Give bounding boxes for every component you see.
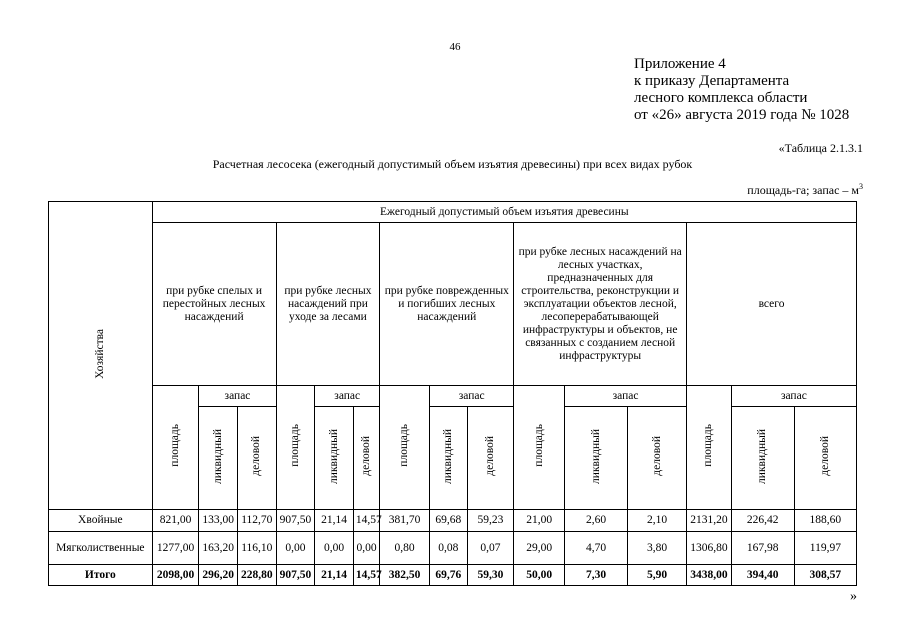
col-area: площадь (702, 424, 715, 467)
table-cell: 119,97 (794, 532, 856, 565)
table-cell: 21,00 (514, 510, 565, 532)
liquid-header-cell (315, 407, 354, 510)
table-cell: 112,70 (237, 510, 276, 532)
table-cell: 381,70 (380, 510, 430, 532)
header-main: Ежегодный допустимый объем изъятия древесины (152, 202, 856, 223)
business-header-cell (628, 407, 687, 510)
col-stock: запас (565, 386, 687, 407)
header-farms: Хозяйства (93, 328, 106, 379)
closing-quote: » (850, 589, 857, 604)
row-name: Хвойные (49, 510, 153, 532)
table-cell: 116,10 (237, 532, 276, 565)
area-header-cell (380, 386, 430, 510)
table-cell: 21,14 (315, 510, 354, 532)
table-cell: 14,57 (353, 510, 379, 532)
table-cell: 50,00 (514, 565, 565, 586)
table-cell: 907,50 (276, 565, 315, 586)
col-liquid: ликвидный (327, 428, 340, 484)
col-business: деловой (818, 436, 831, 476)
table-cell: 3,80 (628, 532, 687, 565)
area-header-cell (514, 386, 565, 510)
area-header-cell (152, 386, 199, 510)
appendix-header (634, 56, 849, 124)
table-cell: 228,80 (237, 565, 276, 586)
table-caption: Расчетная лесосека (ежегодный допустимый объем изъятия древесины) при всех видах рубок (212, 157, 693, 171)
header-farms-cell (49, 202, 153, 510)
appendix-line: к приказу Департамента (634, 73, 790, 89)
table-cell: 907,50 (276, 510, 315, 532)
table-cell: 1306,80 (687, 532, 732, 565)
col-stock: запас (199, 386, 276, 407)
group-header-mature: при рубке спелых и перестойных лесных насаждений (152, 223, 276, 386)
table-cell: 0,07 (467, 532, 514, 565)
table-cell: 59,23 (467, 510, 514, 532)
table-cell: 69,68 (430, 510, 468, 532)
row-name: Мягколиственные (49, 532, 153, 565)
table-cell: 1277,00 (152, 532, 199, 565)
table-cell: 394,40 (731, 565, 794, 586)
table-cell: 59,30 (467, 565, 514, 586)
business-header-cell (794, 407, 856, 510)
col-business: деловой (360, 436, 373, 476)
col-stock: запас (315, 386, 380, 407)
table-cell: 188,60 (794, 510, 856, 532)
units-text: площадь-га; запас – м (747, 183, 859, 197)
table-cell: 133,00 (199, 510, 238, 532)
table-cell: 2098,00 (152, 565, 199, 586)
table-cell: 2,10 (628, 510, 687, 532)
col-liquid: ликвидный (441, 428, 454, 484)
table-cell: 0,00 (276, 532, 315, 565)
group-header-thinning: при рубке лесных насаждений при уходе за лесами (276, 223, 380, 386)
col-business: деловой (650, 436, 663, 476)
business-header-cell (237, 407, 276, 510)
table-cell: 21,14 (315, 565, 354, 586)
business-header-cell (467, 407, 514, 510)
table-cell: 2,60 (565, 510, 628, 532)
col-stock: запас (731, 386, 856, 407)
table-cell: 0,08 (430, 532, 468, 565)
table-row (49, 532, 857, 565)
area-header-cell (687, 386, 732, 510)
appendix-line: лесного комплекса области (634, 90, 808, 106)
col-area: площадь (169, 424, 181, 467)
col-business: деловой (250, 436, 263, 476)
table-label: «Таблица 2.1.3.1 (778, 141, 863, 155)
table-row (49, 565, 857, 586)
group-header-damaged: при рубке поврежденных и погибших лесных насаждений (380, 223, 514, 386)
col-liquid: ликвидный (589, 428, 602, 484)
table-row (49, 510, 857, 532)
table-cell: 4,70 (565, 532, 628, 565)
col-area: площадь (288, 424, 301, 467)
table-cell: 14,57 (353, 565, 379, 586)
col-liquid: ликвидный (211, 428, 224, 484)
table-cell: 0,00 (353, 532, 379, 565)
table-cell: 3438,00 (687, 565, 732, 586)
col-area: площадь (532, 424, 545, 467)
col-stock: запас (430, 386, 514, 407)
table-cell: 29,00 (514, 532, 565, 565)
appendix-line: Приложение 4 (634, 56, 726, 72)
area-header-cell (276, 386, 315, 510)
table-cell: 7,30 (565, 565, 628, 586)
group-header-total: всего (687, 223, 857, 386)
table-cell: 821,00 (152, 510, 199, 532)
table-cell: 163,20 (199, 532, 238, 565)
table-cell: 382,50 (380, 565, 430, 586)
table-cell: 296,20 (199, 565, 238, 586)
table-cell: 0,80 (380, 532, 430, 565)
units-superscript: 3 (859, 182, 863, 191)
table-cell: 308,57 (794, 565, 856, 586)
group-header-construction: при рубке лесных насаждений на лесных участках, предназначенных для строительства, реконструкции и эксплуатации объектов лесной, лесоперерабатывающей инфраструктуры и объектов, не связанных с созданием лесной инфраструктуры (514, 223, 687, 386)
col-liquid: ликвидный (756, 428, 769, 484)
harvest-table (48, 201, 857, 586)
table-cell: 69,76 (430, 565, 468, 586)
col-business: деловой (483, 436, 496, 476)
liquid-header-cell (731, 407, 794, 510)
table-cell: 0,00 (315, 532, 354, 565)
table-cell: 2131,20 (687, 510, 732, 532)
liquid-header-cell (430, 407, 468, 510)
page-number: 46 (449, 41, 461, 53)
col-area: площадь (398, 424, 411, 467)
row-name: Итого (49, 565, 153, 586)
business-header-cell (353, 407, 379, 510)
table-cell: 226,42 (731, 510, 794, 532)
appendix-line: от «26» августа 2019 года № 1028 (634, 107, 850, 123)
table-cell: 167,98 (731, 532, 794, 565)
table-cell: 5,90 (628, 565, 687, 586)
units-note (747, 182, 863, 198)
liquid-header-cell (565, 407, 628, 510)
liquid-header-cell (199, 407, 238, 510)
